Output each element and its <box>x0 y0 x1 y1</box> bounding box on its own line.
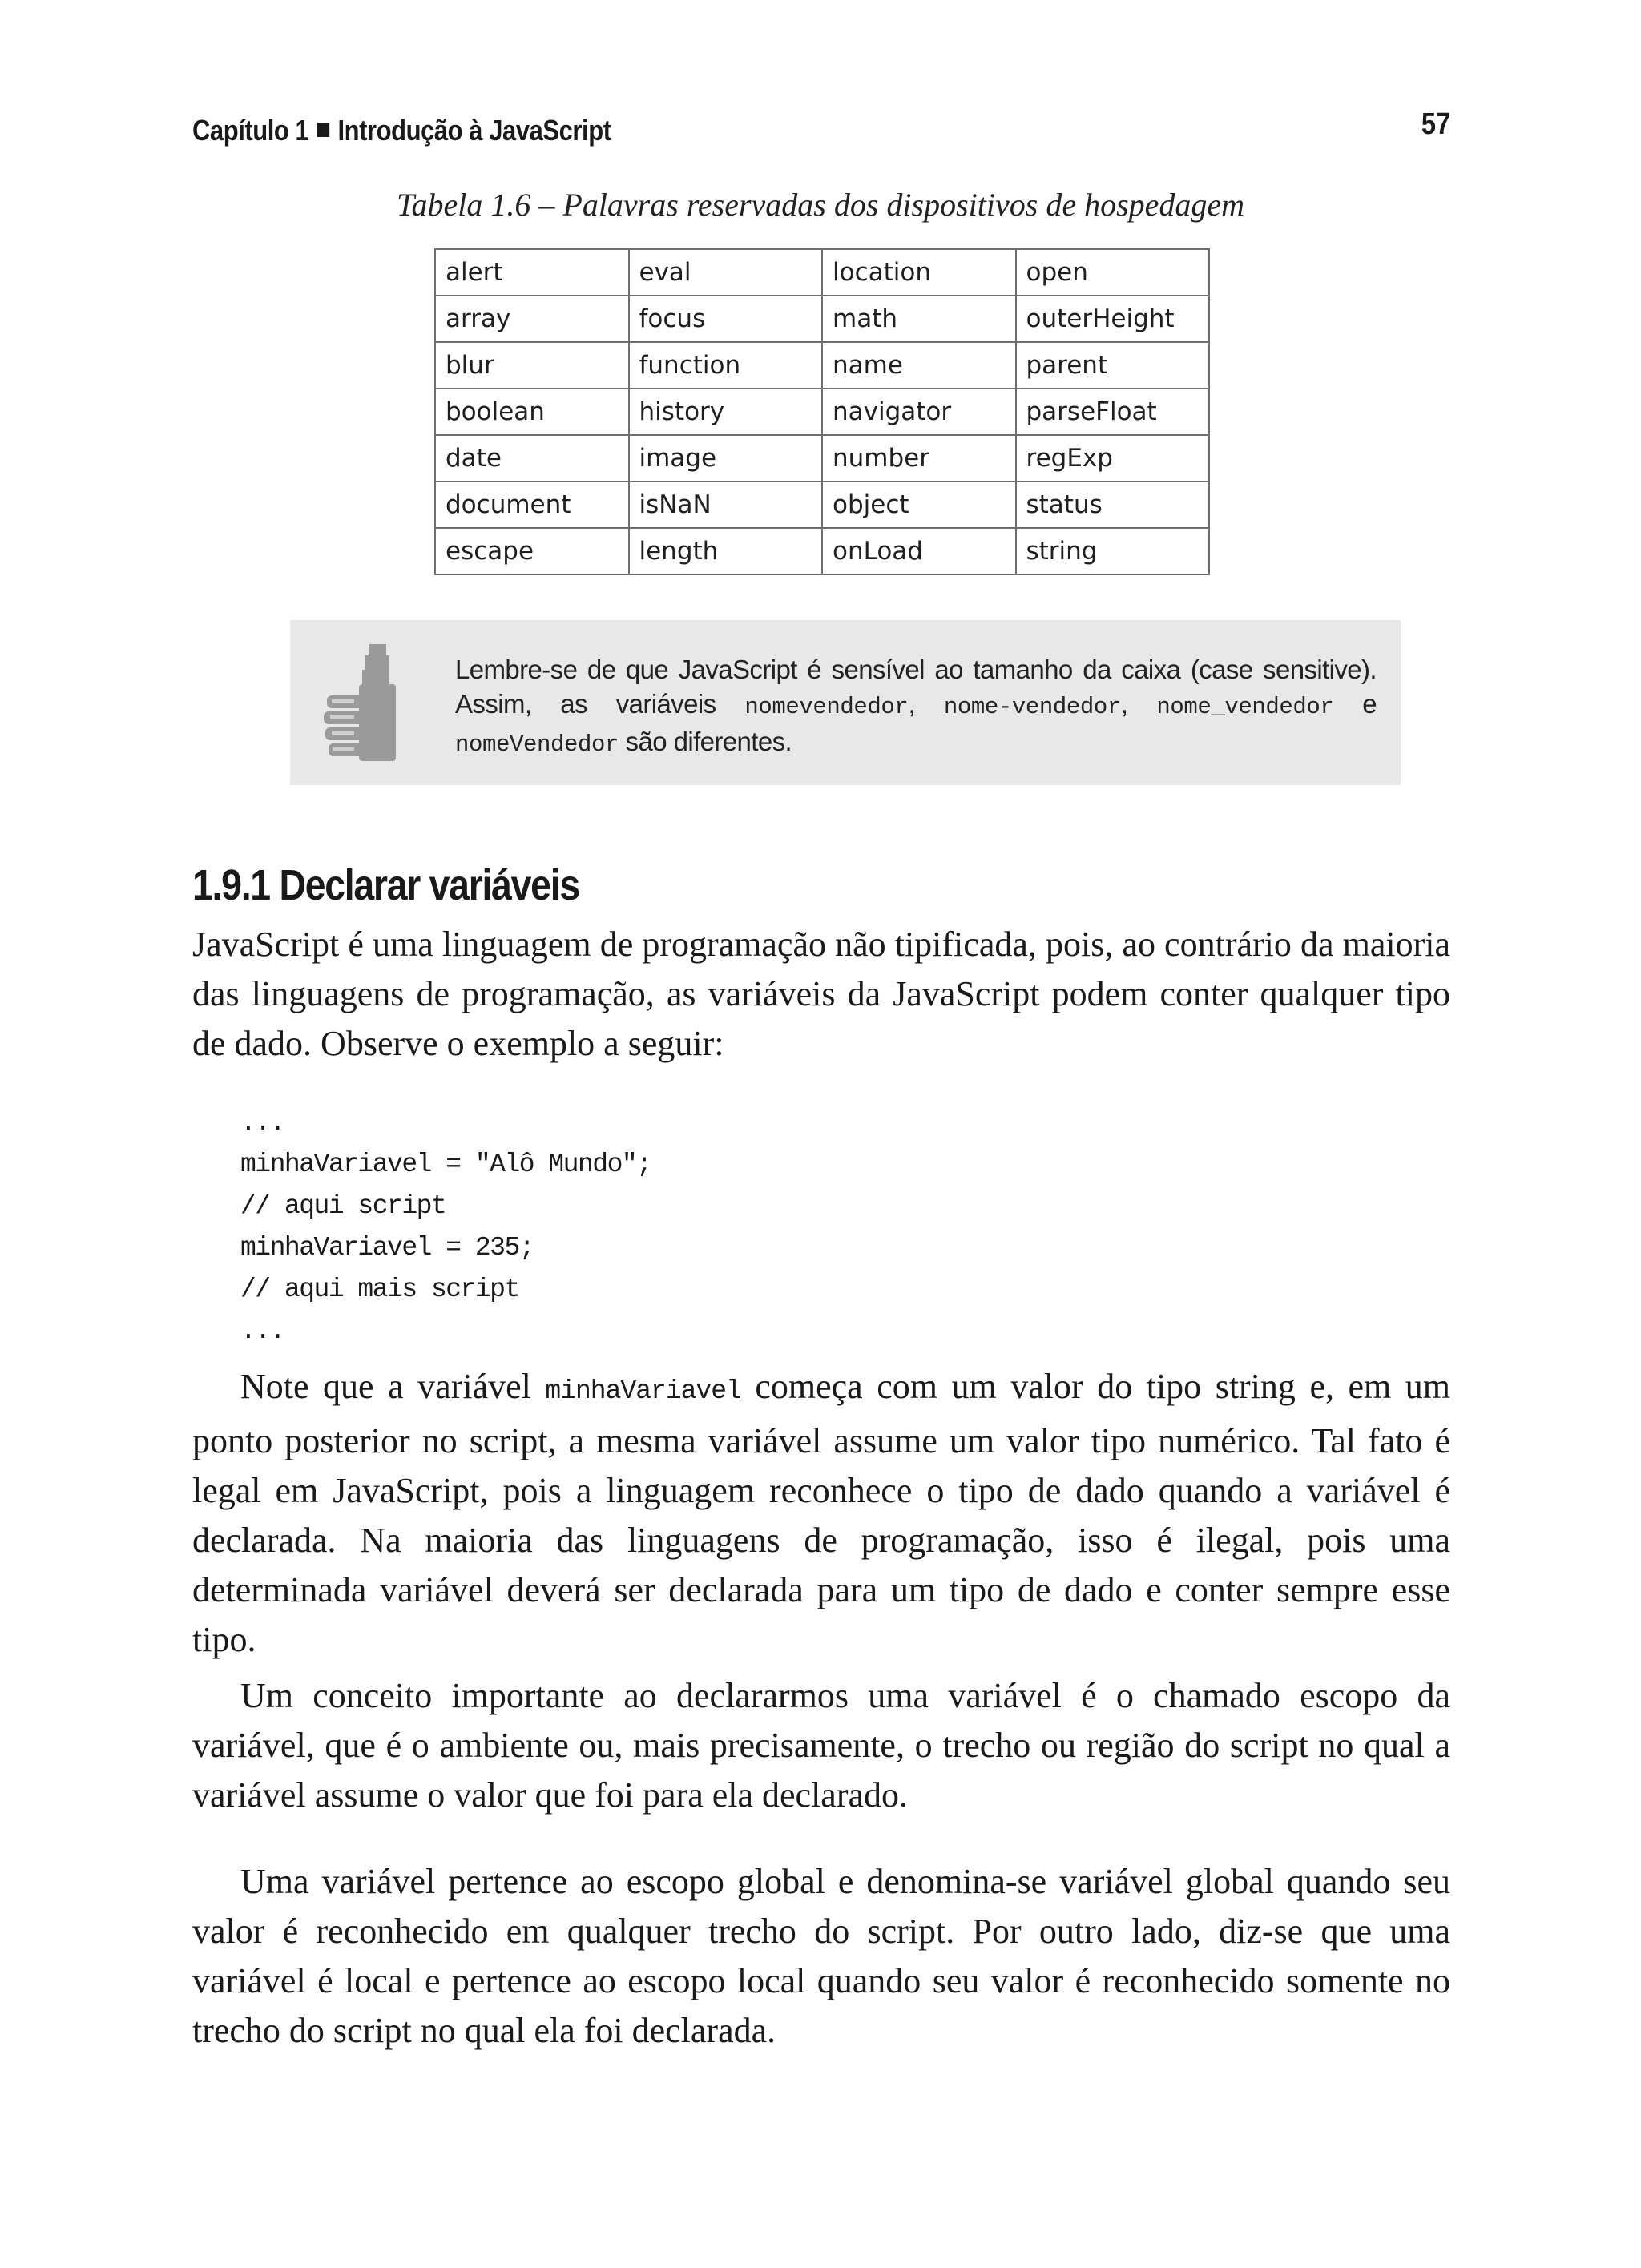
table-cell: open <box>1016 249 1210 296</box>
table-cell: date <box>435 435 629 481</box>
tip-box <box>290 620 1401 785</box>
tip-code-nomevendedor: nomevendedor <box>744 694 909 720</box>
paragraph-text: começa com um valor do tipo string e, em um ponto posterior no script, a mesma variável assume um valor tipo numérico. Tal fato é legal em JavaScript, pois a linguagem reconhece o tipo de dado quando a variável é declarada. Na maioria das linguagens de programação, isso é ilegal, pois uma determinada variável deverá ser declarada para um tipo de dado e conter sempre esse tipo. <box>192 1367 1450 1659</box>
table-cell: document <box>435 481 629 528</box>
tip-text-part: , <box>1120 689 1157 719</box>
section-heading: 1.9.1 Declarar variáveis <box>192 861 579 909</box>
table-row <box>435 342 1209 389</box>
table-cell: isNaN <box>629 481 823 528</box>
table-row <box>435 249 1209 296</box>
paragraph-note <box>192 1362 1450 1665</box>
table-cell: focus <box>629 296 823 342</box>
table-cell: onLoad <box>822 528 1016 574</box>
paragraph-scope: Um conceito importante ao declararmos uma variável é o chamado escopo da variável, que é o ambiente ou, mais precisamente, o trecho ou região do script no qual a variável assume o valor que foi para ela declarado. <box>192 1676 1450 1815</box>
table-cell: status <box>1016 481 1210 528</box>
table-row <box>435 435 1209 481</box>
table-cell: eval <box>629 249 823 296</box>
tip-code-nome_vendedor: nome_vendedor <box>1156 694 1334 720</box>
chapter-title: Introdução à JavaScript <box>337 114 611 147</box>
table-cell: math <box>822 296 1016 342</box>
tip-code-nome-vendedor: nome-vendedor <box>943 694 1121 720</box>
table-cell: regExp <box>1016 435 1210 481</box>
table-cell: number <box>822 435 1016 481</box>
running-header <box>192 107 1450 159</box>
table-cell: escape <box>435 528 629 574</box>
code-line: // aqui script <box>240 1191 446 1221</box>
thumbs-up-icon <box>322 639 418 767</box>
code-block <box>240 1102 651 1352</box>
square-separator-icon <box>317 123 329 137</box>
table-cell: array <box>435 296 629 342</box>
table-cell: navigator <box>822 389 1016 435</box>
tip-text-part: e <box>1333 689 1377 719</box>
paragraph-text: Note que a variável <box>240 1367 546 1406</box>
code-line: // aqui mais script <box>240 1275 519 1304</box>
table-cell: object <box>822 481 1016 528</box>
table-row <box>435 481 1209 528</box>
code-line: ... <box>240 1316 284 1346</box>
table-cell: location <box>822 249 1016 296</box>
chapter-label: Capítulo 1 <box>192 114 309 147</box>
table-cell: function <box>629 342 823 389</box>
table-cell: length <box>629 528 823 574</box>
table-cell: boolean <box>435 389 629 435</box>
running-head <box>192 114 611 147</box>
inline-code-minhaVariavel: minhaVariavel <box>545 1376 741 1406</box>
intro-paragraph: JavaScript é uma linguagem de programação não tipificada, pois, ao contrário da maioria das linguagens de programação, as variáveis da JavaScript podem conter qualquer tipo de dado. Observe o exemplo a seguir: <box>192 925 1450 1063</box>
page-number: 57 <box>1421 107 1450 141</box>
code-line: ... <box>240 1108 284 1138</box>
table-row <box>435 528 1209 574</box>
table-row <box>435 389 1209 435</box>
table-cell: string <box>1016 528 1210 574</box>
table-cell: name <box>822 342 1016 389</box>
table-cell: history <box>629 389 823 435</box>
tip-text <box>455 652 1377 762</box>
table-cell: alert <box>435 249 629 296</box>
table-row <box>435 296 1209 342</box>
tip-text-part: Lembre-se de que JavaScript é sensível ao tamanho da caixa (case sensitive). Assim, as variáveis <box>455 655 1377 719</box>
code-line: minhaVariavel = 235; <box>240 1233 534 1263</box>
reserved-words-table <box>434 248 1210 575</box>
table-cell: parseFloat <box>1016 389 1210 435</box>
table-caption: Tabela 1.6 – Palavras reservadas dos dispositivos de hospedagem <box>396 187 1245 223</box>
table-cell: image <box>629 435 823 481</box>
table-cell: parent <box>1016 342 1210 389</box>
code-line: minhaVariavel = "Alô Mundo"; <box>240 1150 651 1179</box>
tip-code-nomeVendedor: nomeVendedor <box>455 731 619 758</box>
tip-text-part: , <box>908 689 944 719</box>
table-cell: blur <box>435 342 629 389</box>
paragraph-global-local: Uma variável pertence ao escopo global e denomina-se variável global quando seu valor é reconhecido em qualquer trecho do script. Por outro lado, diz-se que uma variável é local e pertence ao escopo local quando seu valor é reconhecido somente no trecho do script no qual ela foi declarada. <box>192 1862 1450 2050</box>
tip-text-part: são diferentes. <box>619 727 792 756</box>
table-cell: outerHeight <box>1016 296 1210 342</box>
